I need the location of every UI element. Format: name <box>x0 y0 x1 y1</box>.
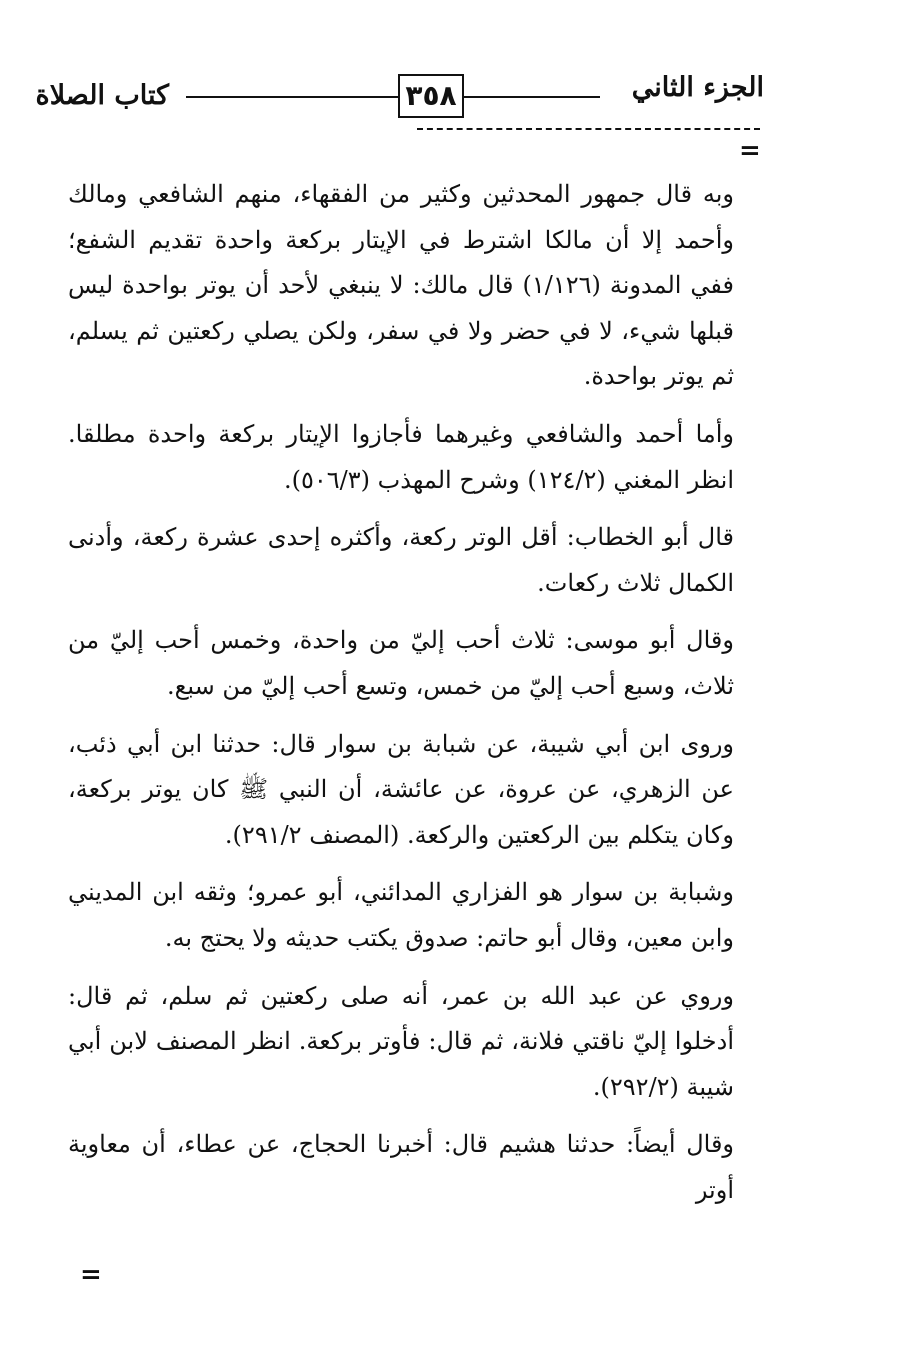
header-rule-right <box>464 96 600 98</box>
book-title: كتاب الصلاة <box>35 80 169 111</box>
paragraph-7: وروي عن عبد الله بن عمر، أنه صلى ركعتين ثم سلم، ثم قال: أدخلوا إليّ ناقتي فلانة، ثم قال: فأوتر بركعة. انظر المصنف لابن أبي شيبة (٢٩٢/٢). <box>68 981 734 1101</box>
paragraph-4: وقال أبو موسى: ثلاث أحب إليّ من واحدة، وخمس أحب إليّ من ثلاث، وسبع أحب إليّ من خمس، وتسع أحب إليّ من سبع. <box>68 626 734 700</box>
part-title: الجزء الثاني <box>631 72 764 103</box>
paragraph-1: وبه قال جمهور المحدثين وكثير من الفقهاء، منهم الشافعي ومالك وأحمد إلا أن مالكا اشترط في الإيتار بركعة واحدة تقديم الشفع؛ ففي المدونة (١/١٢٦) قال مالك: لا ينبغي لأحد أن يوتر بواحدة ليس قبلها شيء، لا في حضر ولا في سفر، ولكن يصلي ركعتين ثم يسلم، ثم يوتر بواحدة. <box>68 180 735 391</box>
footnote-separator <box>417 128 760 130</box>
header-rule-left <box>186 96 398 98</box>
continuation-mark-bottom: = <box>80 1260 102 1290</box>
paragraph-3: قال أبو الخطاب: أقل الوتر ركعة، وأكثره إحدى عشرة ركعة، وأدنى الكمال ثلاث ركعات. <box>68 523 734 597</box>
page-number: ٣٥٨ <box>398 74 464 118</box>
paragraph-5: وروى ابن أبي شيبة، عن شبابة بن سوار قال: حدثنا ابن أبي ذئب، عن الزهري، عن عروة، عن عائشة، أن النبي ﷺ كان يوتر بركعة، وكان يتكلم بين الركعتين والركعة. (المصنف ٢٩١/٢). <box>68 729 734 849</box>
footnote-text <box>68 172 734 1225</box>
continuation-mark-top: = <box>739 136 761 166</box>
paragraph-8: وقال أيضاً: حدثنا هشيم قال: أخبرنا الحجاج، عن عطاء، أن معاوية أوتر <box>68 1130 734 1204</box>
paragraph-6: وشبابة بن سوار هو الفزاري المدائني، أبو عمرو؛ وثقه ابن المديني وابن معين، وقال أبو حاتم: صدوق يكتب حديثه ولا يحتج به. <box>68 878 734 952</box>
paragraph-2: وأما أحمد والشافعي وغيرهما فأجازوا الإيتار بركعة واحدة مطلقا. انظر المغني (١٢٤/٢) وشرح المهذب (٥٠٦/٣). <box>68 419 734 494</box>
